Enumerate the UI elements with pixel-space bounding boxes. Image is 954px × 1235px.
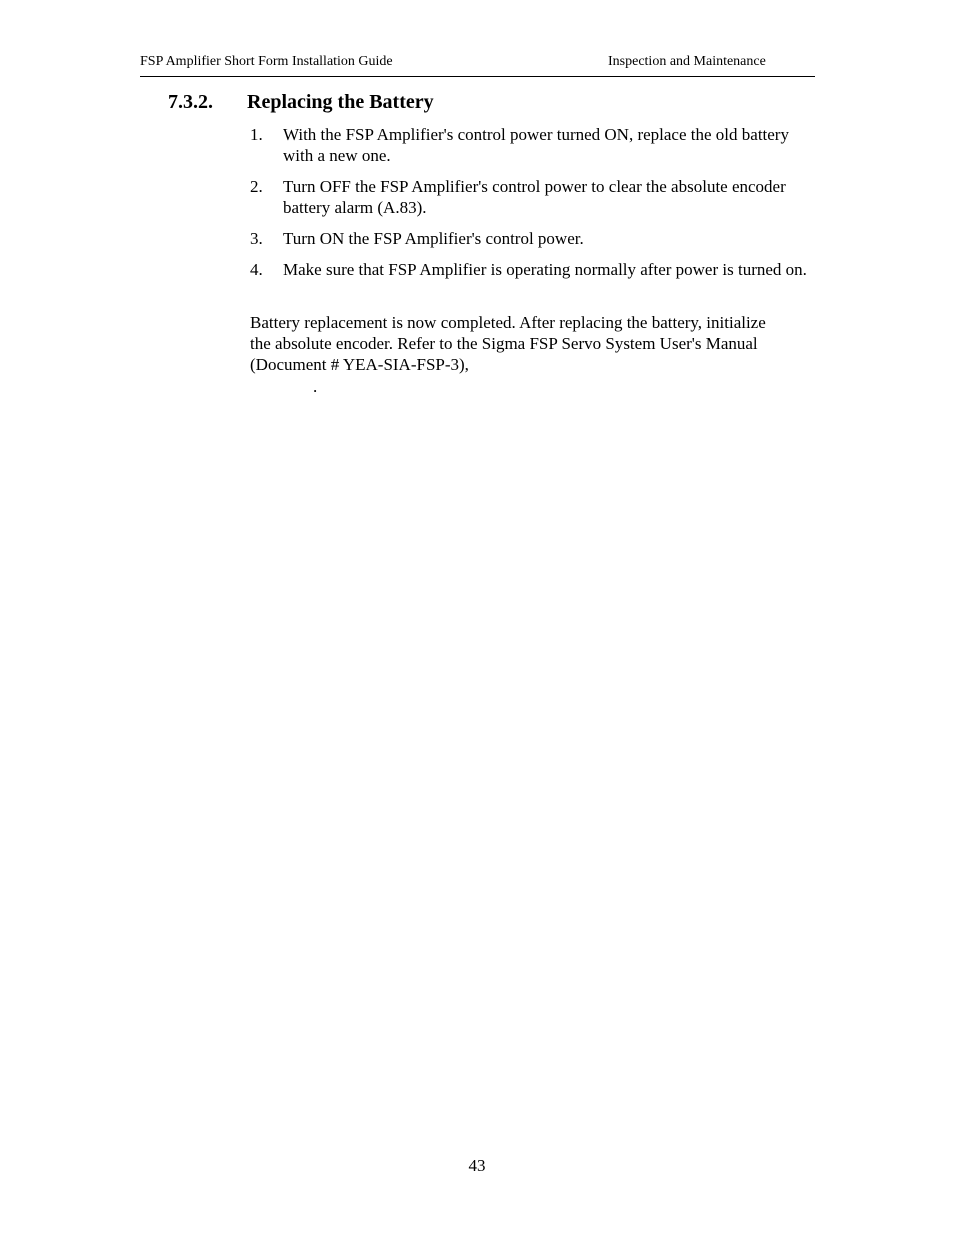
step-text: Make sure that FSP Amplifier is operating normally after power is turned on. — [283, 260, 807, 279]
step-text: Turn OFF the FSP Amplifier's control power to clear the absolute encoder battery alarm (A.83). — [283, 177, 786, 217]
step-text: Turn ON the FSP Amplifier's control power. — [283, 229, 584, 248]
step-text: With the FSP Amplifier's control power turned ON, replace the old battery with a new one. — [283, 125, 789, 165]
header-document-title: FSP Amplifier Short Form Installation Guide — [140, 54, 393, 69]
step-number: 2. — [250, 177, 263, 196]
step-number: 1. — [250, 125, 263, 144]
steps-list — [250, 124, 810, 290]
section-number: 7.3.2. — [168, 91, 213, 113]
trailing-period: . — [313, 377, 318, 396]
step-number: 4. — [250, 260, 263, 279]
list-item — [250, 228, 810, 249]
page-number: 43 — [468, 1156, 486, 1175]
section-title: Replacing the Battery — [247, 91, 434, 113]
list-item — [250, 259, 810, 280]
step-number: 3. — [250, 229, 263, 248]
list-item — [250, 124, 810, 166]
page-header — [140, 54, 815, 77]
header-chapter-title: Inspection and Maintenance — [608, 54, 766, 69]
list-item — [250, 176, 810, 218]
body-paragraph: Battery replacement is now completed. After replacing the battery, initialize the absolute encoder. Refer to the Sigma FSP Servo System User's Manual (Document # YEA-SIA-FSP-3), — [250, 313, 766, 374]
